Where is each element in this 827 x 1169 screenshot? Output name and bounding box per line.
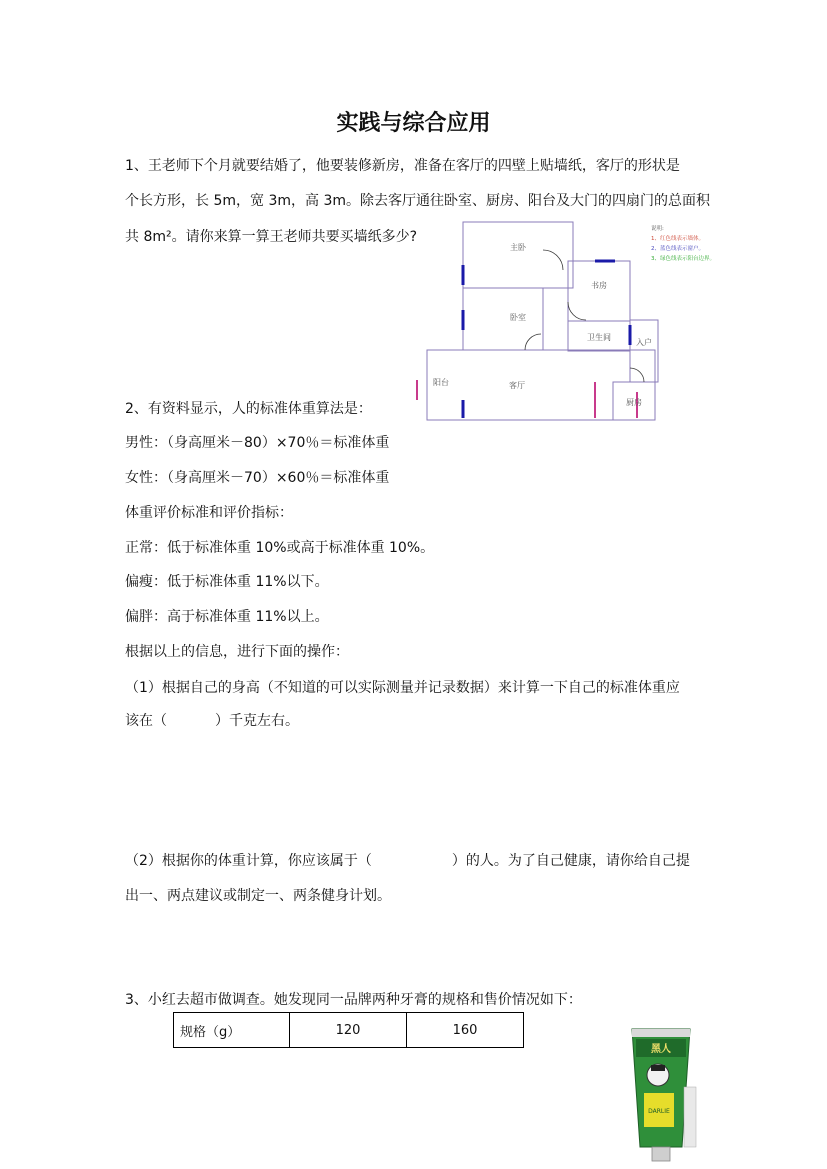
- product-brand-en: DARLIE: [648, 1108, 670, 1115]
- q1-line-3: 共 8m²。请你来算一算王老师共要买墙纸多少?: [125, 229, 418, 245]
- legend-title: 说明:: [651, 226, 664, 232]
- q2-part2-prefix: （2）根据你的体重计算，你应该属于（: [125, 853, 372, 869]
- legend-item-1: 1、红色线表示墙体。: [651, 236, 704, 242]
- legend-item-3: 3、绿色线表示阳台边界。: [651, 256, 716, 262]
- q2-part2-suffix: ）的人。为了自己健康，请你给自己提: [451, 853, 690, 869]
- q3-intro: 3、小红去超市做调查。她发现同一品牌两种牙膏的规格和售价情况如下：: [125, 992, 582, 1008]
- page-title: 实践与综合应用: [336, 110, 491, 136]
- q1-line-1: 1、王老师下个月就要结婚了，他要装修新房，准备在客厅的四壁上贴墙纸，客厅的形状是: [125, 158, 680, 174]
- room-label-hall: 客厅: [509, 381, 525, 390]
- q2-part1-line1: （1）根据自己的身高（不知道的可以实际测量并记录数据）来计算一下自己的标准体重应: [125, 680, 680, 696]
- q2-male-formula: 男性：（身高厘米－80）×70％＝标准体重: [125, 435, 390, 451]
- q2-thin: 偏瘦：低于标准体重 11%以下。: [125, 574, 329, 590]
- table-row: [174, 1013, 524, 1048]
- q2-normal: 正常：低于标准体重 10%或高于标准体重 10%。: [125, 540, 435, 556]
- q2-operate: 根据以上的信息，进行下面的操作：: [125, 644, 349, 660]
- room-label-entry: 入户: [636, 338, 652, 347]
- product-brand: 黑人: [651, 1044, 671, 1055]
- q2-part2-line1: [125, 851, 690, 871]
- toothpaste-image: [622, 1027, 700, 1165]
- q2-fat: 偏胖：高于标准体重 11%以上。: [125, 609, 329, 625]
- room-label-bed: 卧室: [510, 313, 526, 322]
- q2-intro: 2、有资料显示，人的标准体重算法是：: [125, 401, 372, 417]
- q2-part1-suffix: ）千克左右。: [215, 713, 299, 729]
- q1-line-2: 个长方形，长 5m，宽 3m，高 3m。除去客厅通往卧室、厨房、阳台及大门的四扇门的总面积: [125, 193, 710, 209]
- table-header-spec: 规格（g）: [174, 1013, 290, 1048]
- q2-part2-line2: 出一、两点建议或制定一、两条健身计划。: [125, 888, 391, 904]
- room-label-kitchen: 厨房: [626, 398, 642, 407]
- toothpaste-spec-table: [173, 1012, 524, 1048]
- q2-part1-prefix: 该在（: [125, 713, 167, 729]
- room-label-balcony: 阳台: [433, 378, 449, 387]
- room-label-master: 主卧: [510, 243, 526, 252]
- room-label-bath: 卫生间: [587, 333, 611, 342]
- q2-criteria: 体重评价标准和评价指标：: [125, 505, 293, 521]
- legend-item-2: 2、蓝色线表示窗户。: [651, 246, 704, 252]
- q2-female-formula: 女性：（身高厘米－70）×60％＝标准体重: [125, 470, 390, 486]
- q2-part1-line2: [125, 711, 299, 731]
- floor-plan-diagram: [415, 220, 735, 425]
- table-cell-120: 120: [290, 1013, 407, 1048]
- room-label-study: 书房: [591, 281, 607, 290]
- table-cell-160: 160: [407, 1013, 524, 1048]
